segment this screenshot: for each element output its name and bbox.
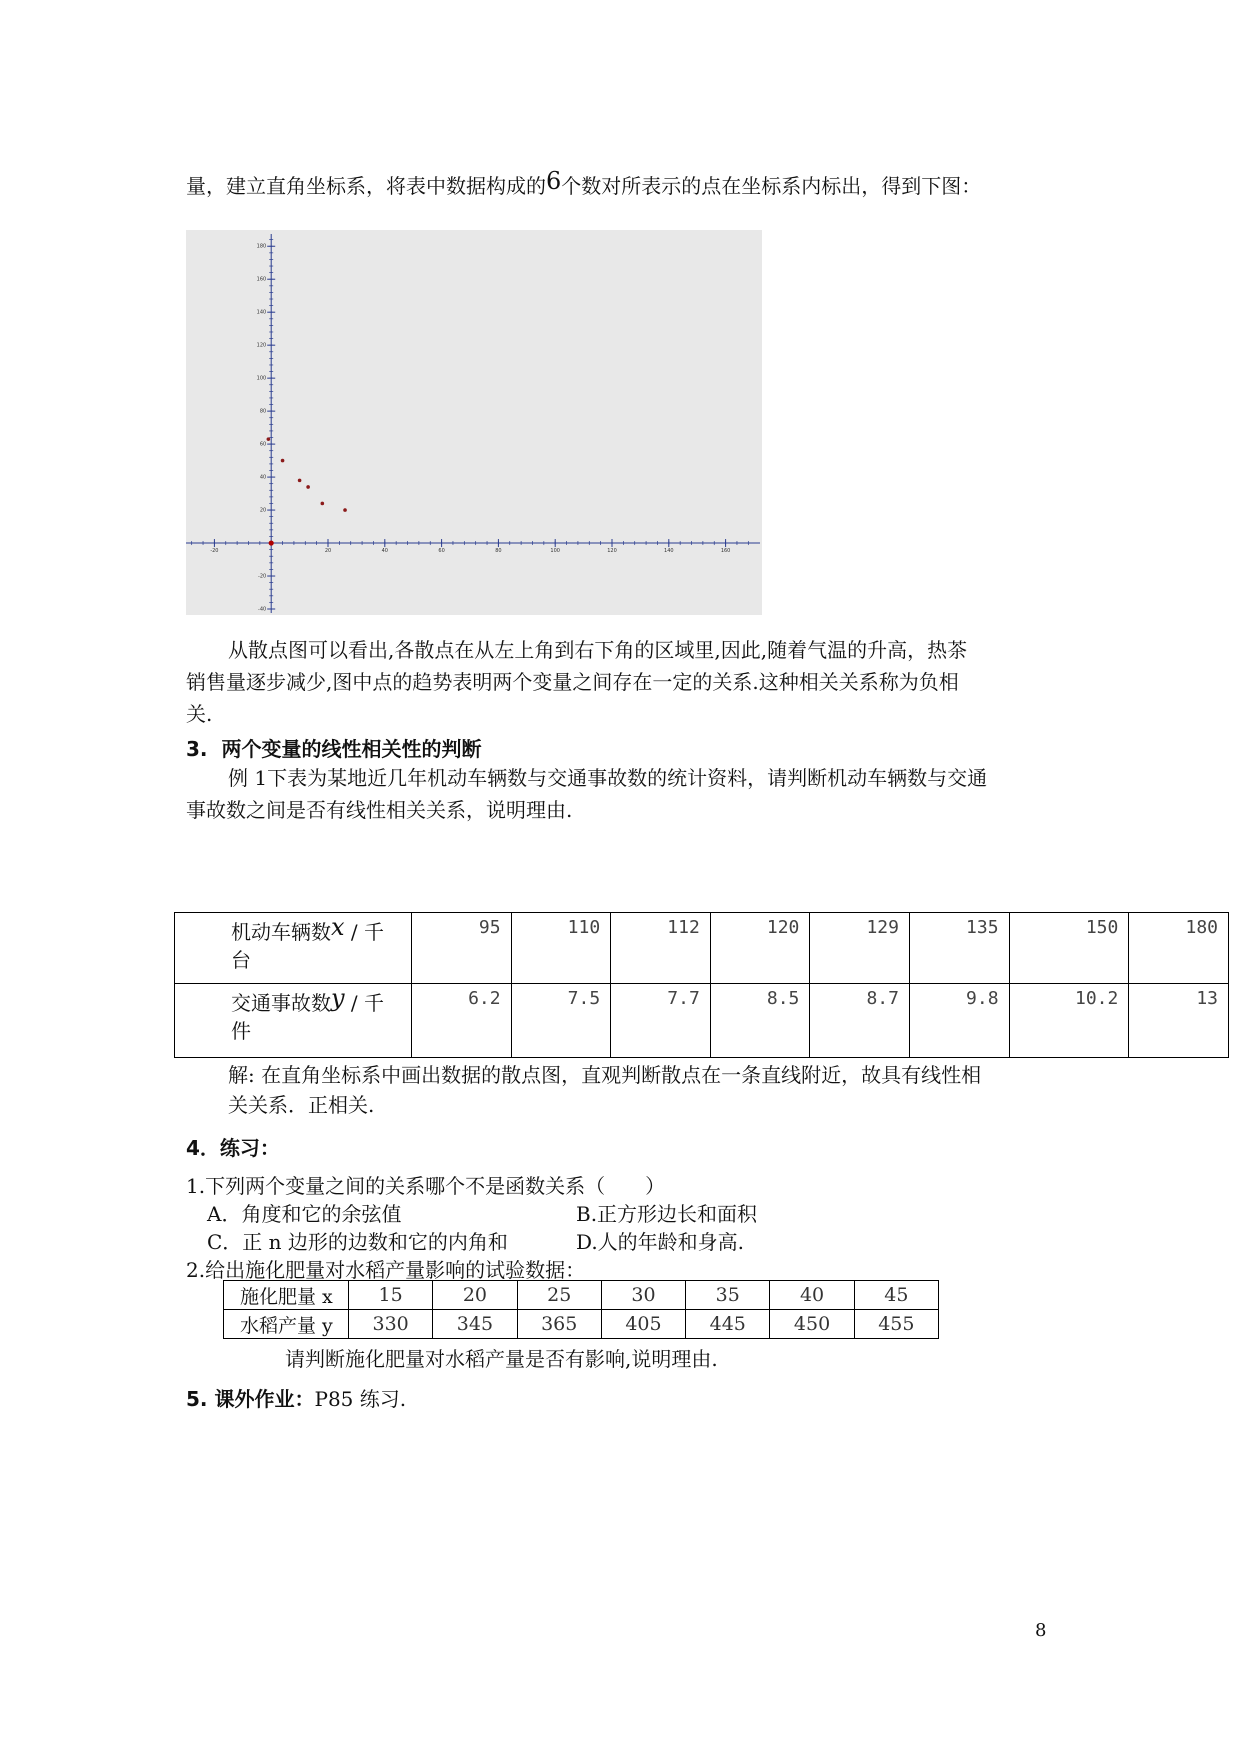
section-3-title: 两个变量的线性相关性的判断 xyxy=(221,737,482,761)
table-cell: 35 xyxy=(686,1281,770,1310)
table-cell: 9.8 xyxy=(909,984,1009,1058)
section-4-heading: 4．练习： xyxy=(186,1136,280,1160)
y-tick-label: -20 xyxy=(258,573,267,580)
y-tick-label: 180 xyxy=(256,243,267,250)
table-cell: 129 xyxy=(810,913,910,984)
intro-text-after: 个数对所表示的点在坐标系内标出，得到下图： xyxy=(561,174,982,198)
vehicles-unit: / 千 xyxy=(350,920,385,944)
table-cell: 120 xyxy=(710,913,810,984)
fertilizer-yield-table xyxy=(223,1280,939,1339)
question-1-option-b: B.正方形边长和面积 xyxy=(576,1202,758,1226)
table-cell: 8.7 xyxy=(810,984,910,1058)
section-3-heading xyxy=(186,733,481,762)
solution-line-1: 解: 在直角坐标系中画出数据的散点图，直观判断散点在一条直线附近，故具有线性相 xyxy=(228,1063,982,1087)
question-1-option-c: C．正 n 边形的边数和它的内角和 xyxy=(207,1230,508,1254)
y-tick-label: 140 xyxy=(256,309,267,316)
example-1-line-2: 事故数之间是否有线性相关关系，说明理由. xyxy=(186,798,573,822)
table-cell: 150 xyxy=(1009,913,1129,984)
y-tick-label: 60 xyxy=(259,441,267,448)
table-cell: 110 xyxy=(511,913,611,984)
x-tick-label: 40 xyxy=(381,548,388,555)
scatter-plot xyxy=(186,230,762,615)
table-cell: 445 xyxy=(686,1310,770,1339)
y-tick-label: 100 xyxy=(256,375,267,382)
question-2-prompt: 请判断施化肥量对水稻产量是否有影响,说明理由. xyxy=(285,1347,718,1371)
table-cell: 13 xyxy=(1129,984,1229,1058)
section-3-number: 3. xyxy=(186,737,208,761)
y-tick-label: 40 xyxy=(259,474,267,481)
data-point xyxy=(298,479,302,483)
page-number: 8 xyxy=(1035,1620,1047,1641)
question-2: 2.给出施化肥量对水稻产量影响的试验数据： xyxy=(186,1258,586,1282)
example-1 xyxy=(186,762,1066,826)
table-cell: 10.2 xyxy=(1009,984,1129,1058)
x-tick-label: -20 xyxy=(210,548,219,555)
x-tick-label: 60 xyxy=(438,548,445,555)
table-cell: 7.7 xyxy=(611,984,711,1058)
section-5-title: 5. 课外作业： xyxy=(186,1387,315,1411)
solution-line-2: 关关系．正相关. xyxy=(228,1093,375,1117)
table-cell: 30 xyxy=(601,1281,685,1310)
y-tick-label: 20 xyxy=(259,507,267,514)
var-y: y xyxy=(331,984,345,1012)
intro-number: 6 xyxy=(546,167,562,195)
table-cell: 25 xyxy=(517,1281,601,1310)
question-1-option-d: D.人的年龄和身高. xyxy=(576,1230,745,1254)
x-tick-label: 20 xyxy=(324,548,332,555)
table-row xyxy=(224,1281,939,1310)
question-1-option-a: A．角度和它的余弦值 xyxy=(207,1202,402,1226)
table-cell: 450 xyxy=(770,1310,854,1339)
origin-point xyxy=(269,540,274,545)
table-cell: 15 xyxy=(349,1281,433,1310)
y-tick-label: 120 xyxy=(256,342,267,349)
table-cell: 6.2 xyxy=(412,984,512,1058)
vehicles-unit-line2: 台 xyxy=(231,948,251,972)
scatter-explanation xyxy=(186,634,1066,730)
accidents-unit: / 千 xyxy=(350,991,385,1015)
table-cell: 40 xyxy=(770,1281,854,1310)
table-cell: 45 xyxy=(854,1281,938,1310)
vehicles-label: 机动车辆数 xyxy=(231,920,331,944)
section-5 xyxy=(186,1383,406,1412)
fertilizer-header: 施化肥量 x xyxy=(224,1281,349,1310)
table-cell: 95 xyxy=(412,913,512,984)
table-cell: 180 xyxy=(1129,913,1229,984)
table-row xyxy=(175,984,1229,1058)
data-point xyxy=(321,502,325,506)
example-1-line-1: 例 1下表为某地近几年机动车辆数与交通事故数的统计资料，请判断机动车辆数与交通 xyxy=(228,766,988,790)
table-row xyxy=(175,913,1229,984)
table-cell: 7.5 xyxy=(511,984,611,1058)
var-x: x xyxy=(331,913,345,941)
intro-line xyxy=(186,167,982,199)
x-tick-label: 100 xyxy=(550,548,560,555)
x-tick-label: 140 xyxy=(664,548,674,555)
explanation-line-2: 销售量逐步减少,图中点的趋势表明两个变量之间存在一定的关系.这种相关关系称为负相 xyxy=(186,670,959,694)
data-point xyxy=(281,459,285,463)
solution xyxy=(228,1060,1068,1120)
table-cell: 405 xyxy=(601,1310,685,1339)
x-tick-label: 80 xyxy=(495,548,502,555)
y-tick-label: 80 xyxy=(259,408,267,415)
table-cell: 8.5 xyxy=(710,984,810,1058)
y-tick-label: -40 xyxy=(258,606,267,613)
explanation-line-3: 关. xyxy=(186,702,213,726)
table-cell: 330 xyxy=(349,1310,433,1339)
table-cell: 112 xyxy=(611,913,711,984)
table-row xyxy=(224,1310,939,1339)
table-cell: 455 xyxy=(854,1310,938,1339)
y-tick-label: 160 xyxy=(256,276,267,283)
vehicles-header xyxy=(175,913,412,984)
yield-header: 水稻产量 y xyxy=(224,1310,349,1339)
x-tick-label: 120 xyxy=(607,548,617,555)
data-point xyxy=(306,485,310,489)
table-cell: 20 xyxy=(433,1281,517,1310)
accidents-label: 交通事故数 xyxy=(231,991,331,1015)
explanation-line-1: 从散点图可以看出,各散点在从左上角到右下角的区域里,因此,随着气温的升高，热茶 xyxy=(228,638,968,662)
accidents-unit-line2: 件 xyxy=(231,1019,251,1043)
table-cell: 365 xyxy=(517,1310,601,1339)
table-cell: 135 xyxy=(909,913,1009,984)
data-point xyxy=(267,437,271,441)
data-point xyxy=(343,508,347,512)
accidents-header xyxy=(175,984,412,1058)
table-cell: 345 xyxy=(433,1310,517,1339)
x-tick-label: 160 xyxy=(720,548,731,555)
intro-text-before: 量，建立直角坐标系，将表中数据构成的 xyxy=(186,174,546,198)
question-1: 1.下列两个变量之间的关系哪个不是函数关系（ ） xyxy=(186,1174,666,1198)
section-5-text: P85 练习. xyxy=(314,1387,407,1411)
vehicle-accident-table xyxy=(174,912,1229,1058)
